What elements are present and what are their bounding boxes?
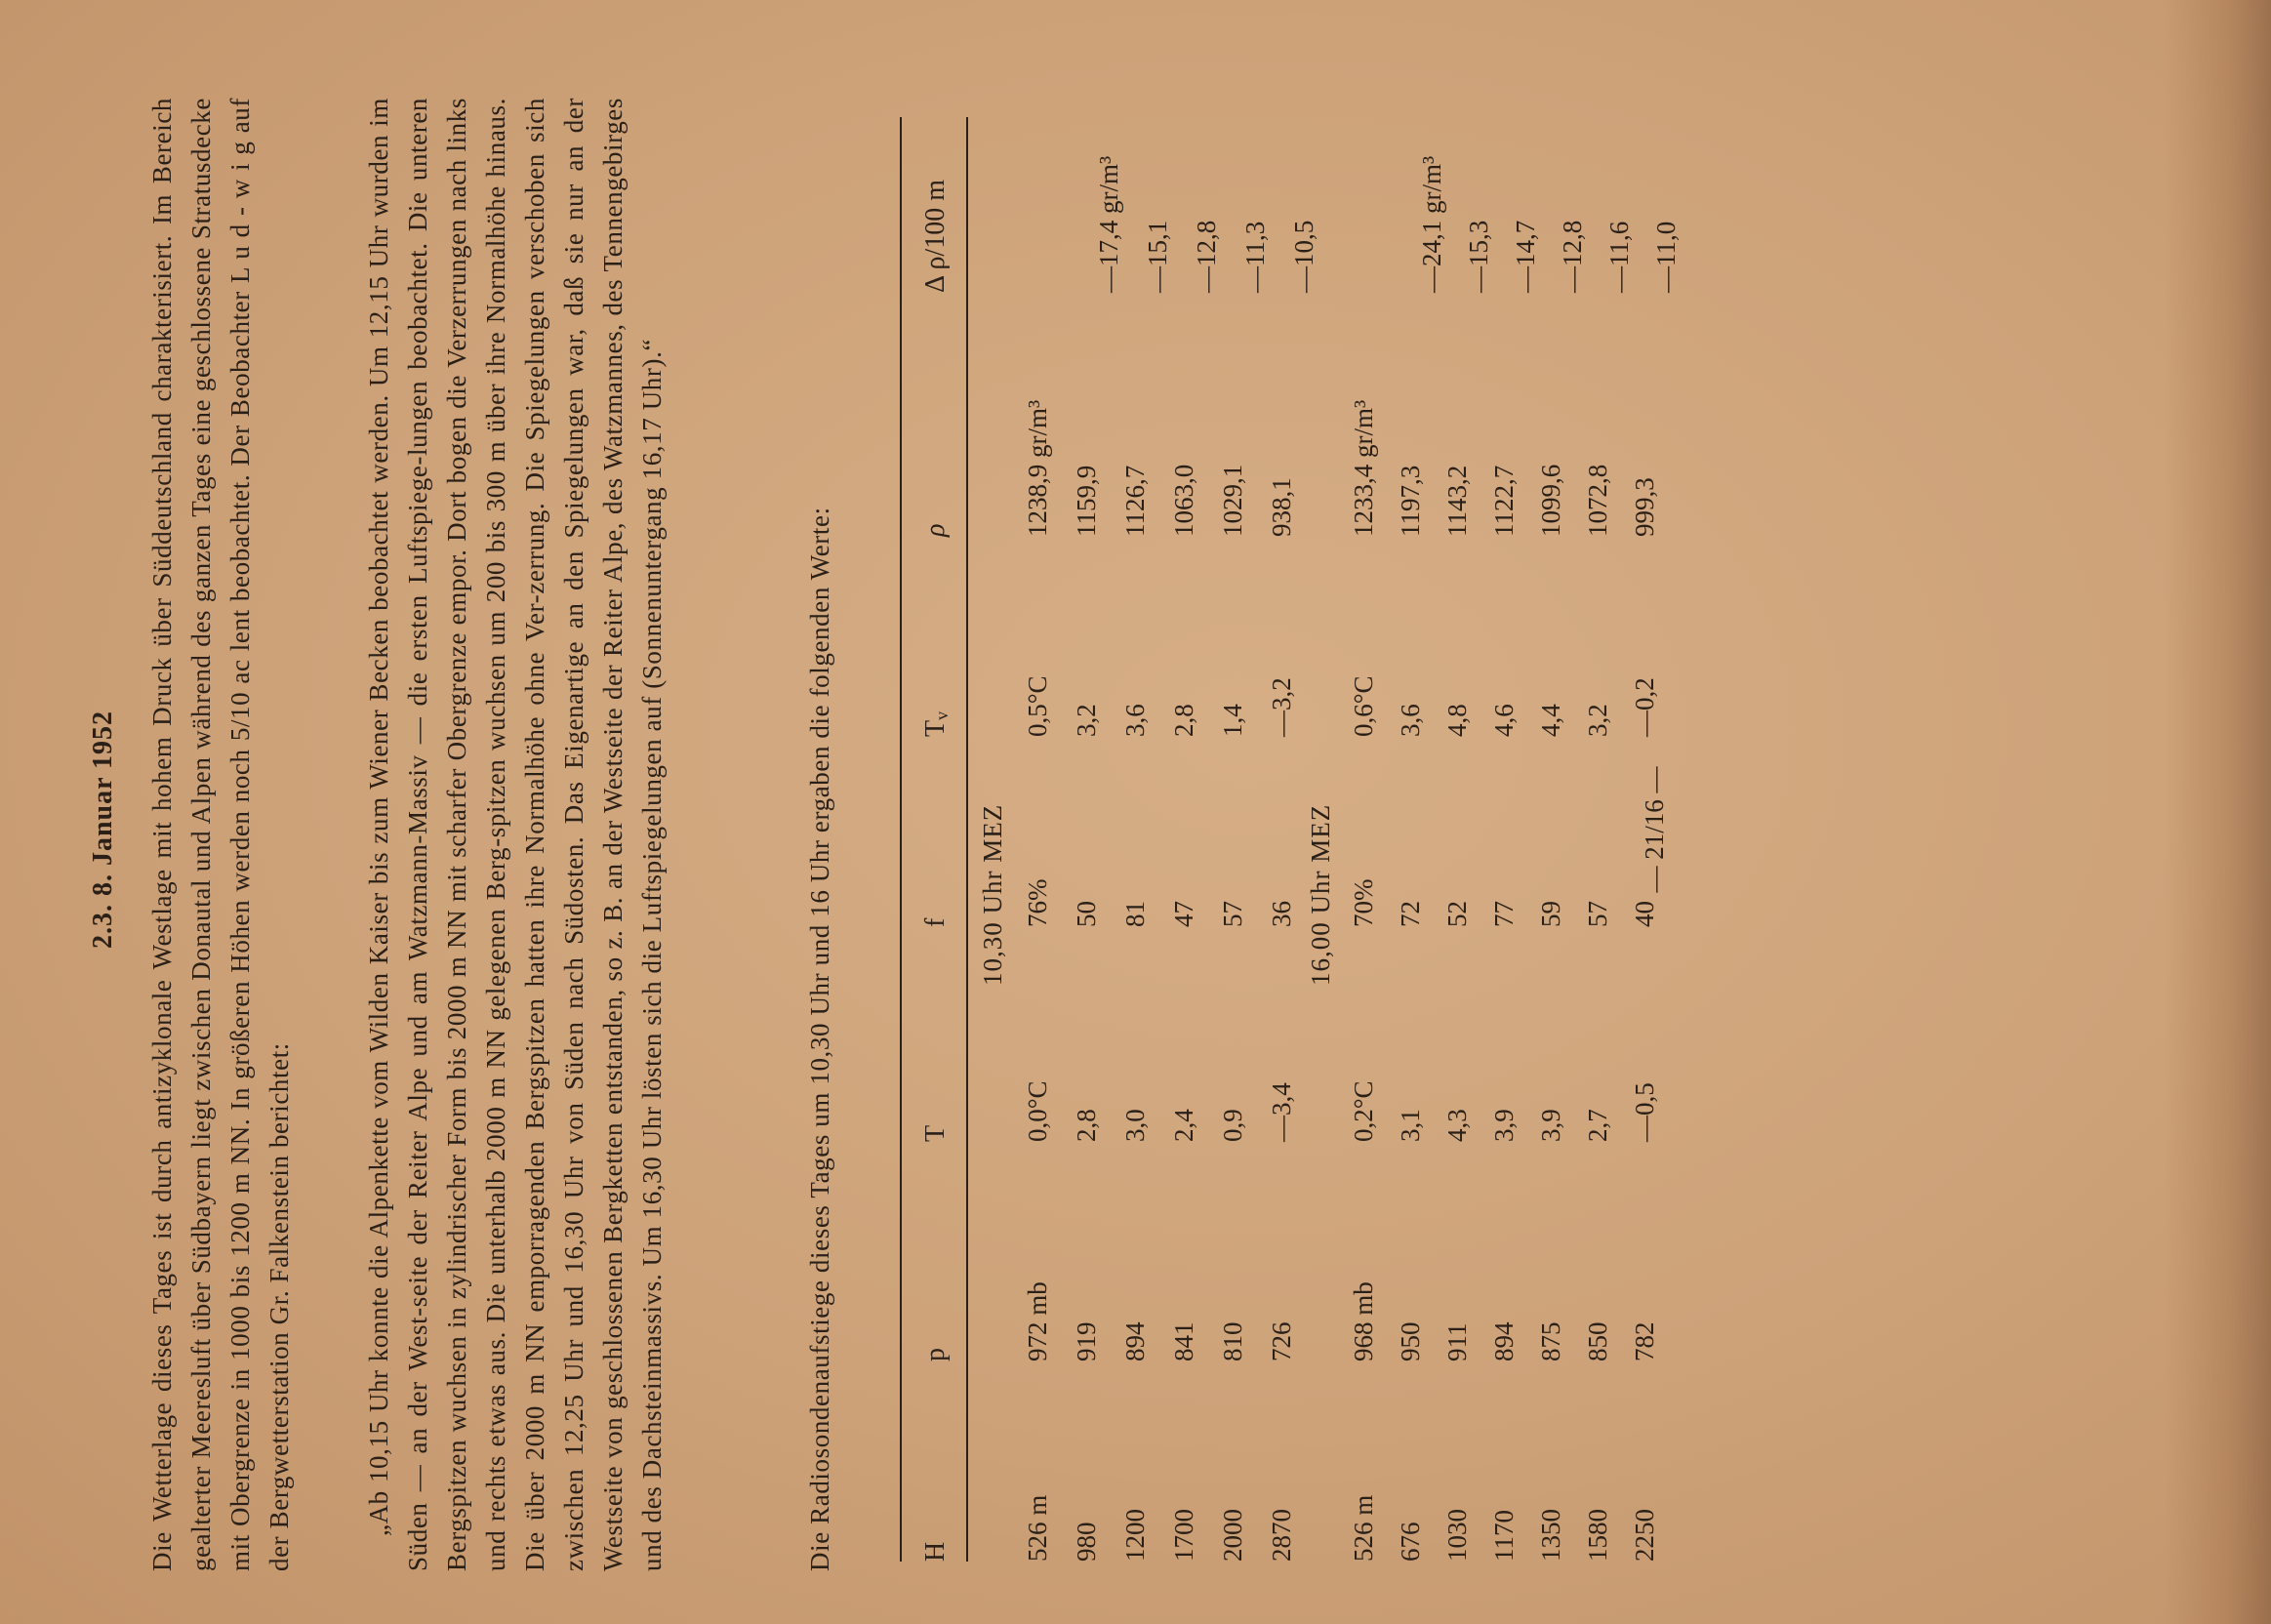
cell-height: 1700 bbox=[1169, 1509, 1198, 1562]
cell-pressure: 841 bbox=[1169, 1321, 1198, 1361]
cell-virtual-temperature: 3,2 bbox=[1583, 704, 1612, 737]
cell-density: 1029,1 bbox=[1218, 464, 1247, 537]
cell-density: 1063,0 bbox=[1169, 464, 1198, 537]
cell-humidity: 76% bbox=[1023, 878, 1052, 927]
cell-humidity: 57 bbox=[1583, 901, 1612, 927]
cell-virtual-temperature: 0,5°C bbox=[1023, 675, 1052, 737]
cell-height: 1200 bbox=[1120, 1509, 1150, 1562]
cell-temperature: —3,4 bbox=[1267, 1082, 1296, 1142]
cell-virtual-temperature: 0,6°C bbox=[1349, 675, 1378, 737]
cell-pressure: 968 mb bbox=[1349, 1281, 1378, 1361]
cell-virtual-temperature: 4,8 bbox=[1442, 704, 1472, 737]
cell-virtual-temperature: —0,2 bbox=[1630, 677, 1659, 737]
col-header-h: H bbox=[920, 1541, 951, 1562]
cell-temperature: 2,4 bbox=[1169, 1109, 1198, 1142]
cell-humidity: 40 bbox=[1630, 901, 1659, 927]
cell-pressure: 894 bbox=[1489, 1321, 1519, 1361]
cell-virtual-temperature: —3,2 bbox=[1267, 677, 1296, 737]
cell-humidity: 50 bbox=[1072, 901, 1101, 927]
cell-humidity: 52 bbox=[1442, 901, 1472, 927]
cell-density: 1233,4 gr/m³ bbox=[1349, 399, 1378, 537]
cell-height: 980 bbox=[1072, 1522, 1101, 1562]
cell-density: 1122,7 bbox=[1489, 465, 1519, 537]
cell-temperature: 4,3 bbox=[1442, 1109, 1472, 1142]
cell-temperature: 0,0°C bbox=[1023, 1080, 1052, 1142]
cell-density-gradient: —11,0 bbox=[1650, 221, 1681, 293]
paragraph-quote: „Ab 10,15 Uhr konnte die Alpenkette vom Wilden Kaiser bis zum Wiener Becken beobachtet werden. Um 12,15 Uhr wurden im Süden — an der West-seite der Reiter Alpe und am Watzmann-Massiv — die ersten Luftspiege-lungen beobachtet. Die unteren Bergspitzen wuchsen in zylindrischer Form bis 2000 m NN mit scharfer Obergrenze empor. Dort bogen die Verzerrungen nach links und rechts etwas aus. Die unterhalb 2000 m NN gelegenen Berg-spitzen wuchsen um 200 bis 300 m über ihre Normalhöhe hinaus. Die über 2000 m NN emporragenden Bergspitzen hatten ihre Normalhöhe ohne Ver-zerrung. Die Spiegelungen verschoben sich zwischen 12,25 Uhr und 16,30 Uhr von Süden nach Südosten. Das Eigenartige an den Spiegelungen war, daß sie nur an der Westseite von geschlossenen Bergketten entstanden, so z. B. an der Westseite der Reiter Alpe, des Watzmannes, des Tennengebirges und des Dachsteinmassivs. Um 16,30 Uhr lösten sich die Luftspiegelungen auf (Sonnenuntergang 16,17 Uhr).“ bbox=[364, 98, 667, 1571]
cell-temperature: 2,8 bbox=[1072, 1109, 1101, 1142]
cell-virtual-temperature: 3,2 bbox=[1072, 704, 1101, 737]
cell-density-gradient: —12,8 bbox=[1557, 220, 1587, 293]
cell-density-gradient: —17,4 gr/m³ bbox=[1093, 155, 1123, 293]
col-header-t: T bbox=[920, 1124, 951, 1142]
cell-density-gradient: —14,7 bbox=[1510, 220, 1540, 293]
col-header-p: p bbox=[920, 1348, 951, 1361]
cell-height: 526 m bbox=[1349, 1494, 1378, 1562]
cell-humidity: 77 bbox=[1489, 901, 1519, 927]
cell-density: 999,3 bbox=[1630, 477, 1659, 537]
cell-humidity: 47 bbox=[1169, 901, 1198, 927]
cell-pressure: 911 bbox=[1442, 1322, 1472, 1361]
cell-density-gradient: —15,1 bbox=[1142, 220, 1172, 293]
cell-temperature: 3,1 bbox=[1396, 1109, 1425, 1142]
cell-height: 2000 bbox=[1218, 1509, 1247, 1562]
cell-density-gradient: —10,5 bbox=[1288, 220, 1318, 293]
cell-density: 938,1 bbox=[1267, 477, 1296, 537]
cell-virtual-temperature: 2,8 bbox=[1169, 704, 1198, 737]
cell-height: 1350 bbox=[1536, 1509, 1565, 1562]
cell-virtual-temperature: 3,6 bbox=[1120, 704, 1150, 737]
cell-temperature: 2,7 bbox=[1583, 1109, 1612, 1142]
cell-pressure: 894 bbox=[1120, 1321, 1150, 1361]
cell-height: 676 bbox=[1396, 1522, 1425, 1562]
section-label-1030: 10,30 Uhr MEZ bbox=[978, 803, 1007, 986]
radiosonde-table bbox=[88, 59, 2157, 1601]
cell-density-gradient: —11,6 bbox=[1603, 221, 1634, 293]
cell-height: 1030 bbox=[1442, 1509, 1472, 1562]
section-heading: 2.3. 8. Januar 1952 bbox=[88, 710, 118, 950]
cell-pressure: 726 bbox=[1267, 1321, 1296, 1361]
cell-density: 1159,9 bbox=[1072, 465, 1101, 537]
col-header-f: f bbox=[920, 917, 951, 927]
cell-density: 1197,3 bbox=[1396, 465, 1425, 537]
table-top-rule bbox=[900, 117, 902, 1562]
cell-density-gradient: —15,3 bbox=[1463, 220, 1493, 293]
cell-density: 1143,2 bbox=[1442, 465, 1472, 537]
page-footer: — 21/16 — bbox=[1640, 766, 1669, 893]
cell-humidity: 57 bbox=[1218, 901, 1247, 927]
cell-pressure: 850 bbox=[1583, 1321, 1612, 1361]
col-header-delta-rho: Δ ρ/100 m bbox=[920, 180, 951, 293]
cell-pressure: 950 bbox=[1396, 1321, 1425, 1361]
cell-temperature: 3,9 bbox=[1489, 1109, 1519, 1142]
cell-density-gradient: —11,3 bbox=[1239, 221, 1270, 293]
cell-height: 2250 bbox=[1630, 1509, 1659, 1562]
cell-temperature: 0,2°C bbox=[1349, 1080, 1378, 1142]
cell-humidity: 36 bbox=[1267, 901, 1296, 927]
cell-temperature: 3,9 bbox=[1536, 1109, 1565, 1142]
cell-pressure: 875 bbox=[1536, 1321, 1565, 1361]
cell-density: 1126,7 bbox=[1120, 465, 1150, 537]
cell-humidity: 70% bbox=[1349, 878, 1378, 927]
cell-virtual-temperature: 4,4 bbox=[1536, 704, 1565, 737]
cell-temperature: 3,0 bbox=[1120, 1109, 1150, 1142]
cell-humidity: 81 bbox=[1120, 901, 1150, 927]
cell-height: 1170 bbox=[1489, 1510, 1519, 1562]
cell-virtual-temperature: 3,6 bbox=[1396, 704, 1425, 737]
cell-humidity: 72 bbox=[1396, 901, 1425, 927]
page-edge-shadow bbox=[2164, 0, 2271, 1624]
cell-height: 2870 bbox=[1267, 1509, 1296, 1562]
cell-height: 526 m bbox=[1023, 1494, 1052, 1562]
cell-density-gradient: —24,1 gr/m³ bbox=[1416, 155, 1446, 293]
cell-virtual-temperature: 4,6 bbox=[1489, 704, 1519, 737]
cell-density-gradient: —12,8 bbox=[1191, 220, 1221, 293]
cell-density: 1099,6 bbox=[1536, 464, 1565, 537]
section-label-1600: 16,00 Uhr MEZ bbox=[1306, 803, 1335, 986]
cell-temperature: 0,9 bbox=[1218, 1109, 1247, 1142]
cell-pressure: 810 bbox=[1218, 1321, 1247, 1361]
cell-pressure: 782 bbox=[1630, 1321, 1659, 1361]
rotated-page bbox=[88, 59, 2157, 1601]
cell-density: 1238,9 gr/m³ bbox=[1023, 399, 1052, 537]
paragraph-table-intro: Die Radiosondenaufstiege dieses Tages um 10,30 Uhr und 16 Uhr ergaben die folgenden Werte: bbox=[805, 507, 834, 1571]
cell-density: 1072,8 bbox=[1583, 464, 1612, 537]
col-header-rho: ρ bbox=[920, 523, 951, 537]
cell-temperature: —0,5 bbox=[1630, 1082, 1659, 1142]
table-header-rule bbox=[966, 117, 968, 1562]
cell-pressure: 972 mb bbox=[1023, 1281, 1052, 1361]
cell-height: 1580 bbox=[1583, 1509, 1612, 1562]
col-header-tv: $T_v$ bbox=[920, 710, 952, 737]
paragraph-intro: Die Wetterlage dieses Tages ist durch antizyklonale Westlage mit hohem Druck über Süddeutschland charakterisiert. Im Bereich gealterter Meeresluft über Südbayern liegt zwischen Donautal und Alpen während des ganzen Tages eine geschlossene Stratusdecke mit Obergrenze in 1000 bis 1200 m NN. In größeren Höhen werden noch 5/10 ac lent beobachtet. Der Beobachter L u d - w i g auf der Bergwetterstation Gr. Falkenstein berichtet: bbox=[147, 98, 294, 1571]
cell-pressure: 919 bbox=[1072, 1321, 1101, 1361]
cell-virtual-temperature: 1,4 bbox=[1218, 704, 1247, 737]
cell-humidity: 59 bbox=[1536, 901, 1565, 927]
